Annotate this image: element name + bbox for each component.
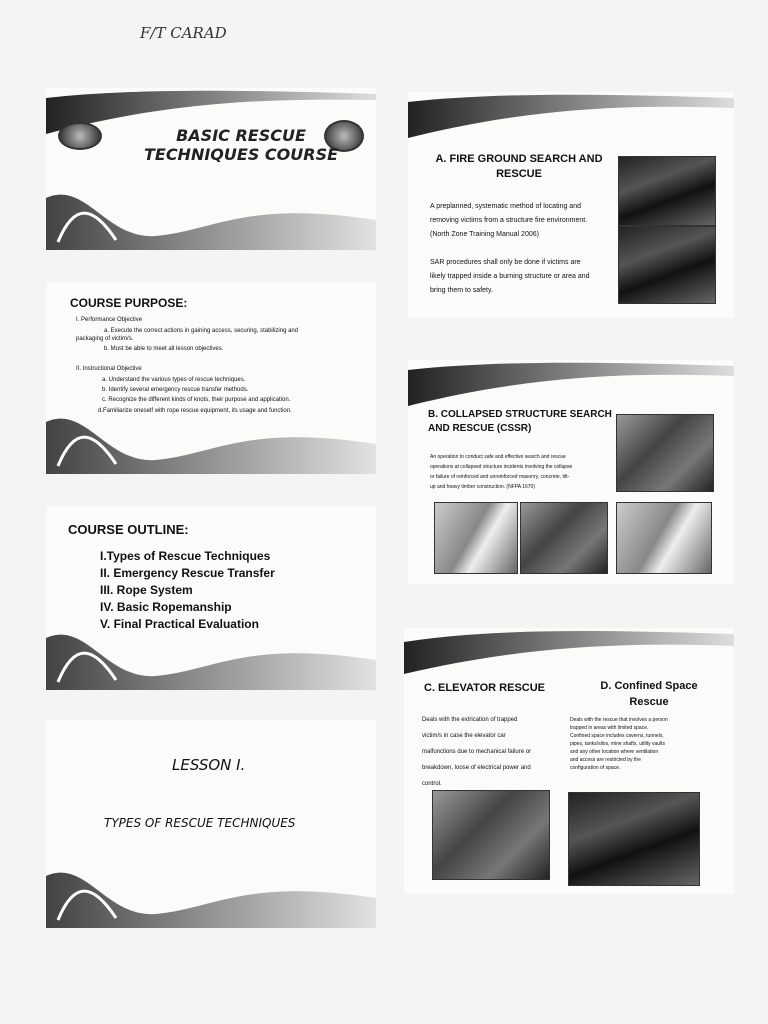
confined-line7: configuration of space. bbox=[570, 765, 621, 771]
lesson-subtitle: TYPES OF RESCUE TECHNIQUES bbox=[104, 816, 296, 830]
handwritten-note: F/T CARAD bbox=[140, 24, 227, 42]
collapsed-building-photo-3 bbox=[616, 502, 712, 574]
fire-sar-heading-line2: RESCUE bbox=[496, 168, 542, 180]
cssr-heading-line2: AND RESCUE (CSSR) bbox=[428, 423, 532, 434]
top-wave-decoration bbox=[408, 92, 734, 138]
instructional-a: a. Understand the various types of rescue techniques. bbox=[102, 377, 246, 383]
confined-space-description bbox=[570, 716, 730, 772]
confined-space-photo bbox=[568, 792, 700, 886]
confined-space-heading-line1: D. Confined Space bbox=[600, 680, 698, 692]
outline-item-4: IV. Basic Ropemanship bbox=[100, 600, 232, 614]
top-wave-decoration bbox=[404, 628, 734, 674]
course-purpose-heading: COURSE PURPOSE: bbox=[70, 296, 188, 310]
instructional-d: d.Familiarize oneself with rope rescue equipment, its usage and function. bbox=[98, 408, 292, 414]
course-outline-heading: COURSE OUTLINE: bbox=[68, 522, 189, 537]
bottom-wave-decoration bbox=[46, 404, 376, 474]
collapsed-building-photo-1 bbox=[434, 502, 518, 574]
top-wave-decoration bbox=[408, 360, 734, 406]
fire-sar-bullet-1-line1: A preplanned, systematic method of locating and bbox=[430, 203, 581, 210]
slide-fire-ground-sar bbox=[408, 92, 734, 318]
objective-b: b. Must be able to meet all lesson objectives. bbox=[104, 346, 224, 352]
course-title-line1: BASIC RESCUE bbox=[176, 126, 306, 145]
outline-item-5: V. Final Practical Evaluation bbox=[100, 617, 259, 631]
bottom-wave-decoration bbox=[46, 180, 376, 250]
elevator-rescue-photo bbox=[432, 790, 550, 880]
bottom-wave-decoration bbox=[46, 620, 376, 690]
fire-sar-bullet-1-line3: (North Zone Training Manual 2006) bbox=[430, 231, 539, 238]
elevator-line1: Deals with the extrication of trapped bbox=[422, 717, 518, 723]
cssr-line4: up and heavy timber construction. (NFPA 1670) bbox=[430, 484, 535, 490]
confined-line3: Confined space includes caverns, tunnels, bbox=[570, 733, 664, 739]
bottom-wave-decoration bbox=[46, 858, 376, 928]
elevator-line3: malfunctions due to mechanical failure or bbox=[422, 749, 532, 755]
slide-title bbox=[46, 88, 376, 250]
confined-line5: and any other location where ventilation bbox=[570, 749, 659, 755]
cssr-heading bbox=[428, 408, 612, 436]
slide-lesson bbox=[46, 720, 376, 928]
fire-sar-heading bbox=[426, 152, 612, 182]
elevator-line2: victim/s in case the elevator car bbox=[422, 733, 506, 739]
fire-sar-bullet-2-line3: bring them to safety. bbox=[430, 287, 493, 294]
firefighter-photo-bottom bbox=[618, 226, 716, 304]
cssr-heading-line1: B. COLLAPSED STRUCTURE SEARCH bbox=[428, 409, 612, 420]
lesson-title: LESSON I. bbox=[172, 756, 246, 774]
instructional-c: c. Recognize the different kinds of knots, their purpose and application. bbox=[102, 397, 291, 403]
slide-elevator-confined bbox=[404, 628, 734, 894]
cssr-description bbox=[430, 452, 612, 492]
fire-sar-heading-line1: A. FIRE GROUND SEARCH AND bbox=[435, 153, 603, 165]
slide-course-outline bbox=[46, 506, 376, 690]
cssr-line2: operations at collapsed structure incidents involving the collapse bbox=[430, 464, 573, 470]
confined-space-heading bbox=[574, 678, 724, 710]
cssr-line3: or failure of reinforced and unreinforced masonry, concrete, tilt- bbox=[430, 474, 570, 480]
elevator-description bbox=[422, 712, 572, 792]
course-title-line2: TECHNIQUES COURSE bbox=[143, 145, 339, 164]
fire-sar-bullet-2-line1: SAR procedures shall only be done if victims are bbox=[430, 259, 581, 266]
fire-sar-bullet-1 bbox=[430, 200, 620, 242]
elevator-line4: breakdown, loose of electrical power and bbox=[422, 765, 531, 771]
slide-course-purpose bbox=[46, 282, 376, 474]
elevator-rescue-heading: C. ELEVATOR RESCUE bbox=[424, 682, 546, 694]
course-title bbox=[141, 126, 341, 164]
confined-line1: Deals with the rescue that involves a person bbox=[570, 717, 668, 723]
confined-space-heading-line2: Rescue bbox=[629, 696, 669, 708]
collapsed-building-photo-2 bbox=[520, 502, 608, 574]
fire-sar-bullet-1-line2: removing victims from a structure fire environment. bbox=[430, 217, 588, 224]
confined-line2: trapped in areas with limited space. bbox=[570, 725, 649, 731]
instructional-objective: II. Instructional Objective bbox=[76, 366, 142, 372]
confined-line4: pipes, tanks/silos, mine shafts, utility vaults bbox=[570, 741, 666, 747]
performance-objective: I. Performance Objective bbox=[76, 317, 143, 323]
objective-a: a. Execute the correct actions in gaining access, securing, stabilizing and bbox=[104, 328, 299, 334]
confined-line6: and access are restricted by the bbox=[570, 757, 641, 763]
fire-sar-bullet-2 bbox=[430, 256, 620, 298]
collapsed-building-photo-main bbox=[616, 414, 714, 492]
left-logo bbox=[58, 122, 102, 150]
outline-item-3: III. Rope System bbox=[100, 583, 193, 597]
objective-a-cont: packaging of victim/s. bbox=[76, 336, 134, 342]
elevator-line5: control. bbox=[422, 781, 442, 787]
slide-cssr bbox=[408, 360, 734, 584]
instructional-b: b. Identify several emergency rescue transfer methods. bbox=[102, 387, 249, 393]
firefighter-photo-top bbox=[618, 156, 716, 226]
outline-item-2: II. Emergency Rescue Transfer bbox=[100, 566, 275, 580]
cssr-line1: An operation to conduct safe and effective search and rescue bbox=[430, 454, 566, 460]
fire-sar-bullet-2-line2: likely trapped inside a burning structure or area and bbox=[430, 273, 590, 280]
outline-item-1: I.Types of Rescue Techniques bbox=[100, 549, 271, 563]
